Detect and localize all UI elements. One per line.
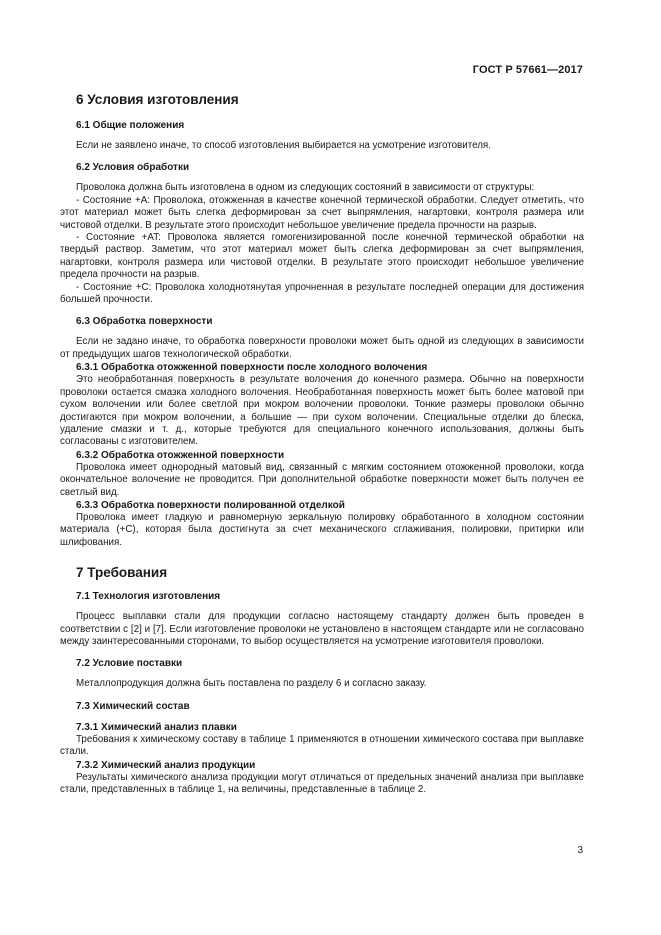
section-6-1-paragraph: Если не заявлено иначе, то способ изготовления выбирается на усмотрение изготовителя. [76, 140, 491, 151]
section-6-title: 6 Условия изготовления [76, 92, 239, 107]
section-7-3-1-paragraph: Требования к химическому составу в таблице 1 применяются в отношении химического состава при выплавке стали. [60, 733, 584, 758]
section-6-3-paragraph: Если не задано иначе, то обработка поверхности проволоки может быть одной из следующих в зависимости от предыдущих шагов технологической обработки. [60, 336, 584, 360]
section-7-3-title: 7.3 Химический состав [76, 700, 190, 712]
section-7-2-title: 7.2 Условие поставки [76, 658, 183, 670]
section-7-1-title: 7.1 Технология изготовления [76, 591, 221, 603]
section-6-3-3-paragraph: Проволока имеет гладкую и равномерную зеркальную полировку обработанного в холодном состоянии материала (+C), которая была достигнута за счет механического сглаживания, полировки, притирки или шлифования. [60, 511, 584, 548]
section-6-3-2-title: 6.3.2 Обработка отожженной поверхности [76, 449, 285, 461]
section-6-2-title: 6.2 Условия обработки [76, 162, 190, 174]
section-6-3-title: 6.3 Обработка поверхности [76, 316, 213, 328]
section-6-2-paragraph: Проволока должна быть изготовлена в одном из следующих состояний в зависимости от структуры: [76, 182, 535, 194]
section-7-3-1-title: 7.3.1 Химический анализ плавки [76, 721, 237, 733]
section-7-3-2-title: 7.3.2 Химический анализ продукции [76, 759, 256, 771]
state-c-paragraph: - Состояние +C: Проволока холоднотянутая упрочненная в результате последней операции для достижения большей прочности. [60, 281, 584, 306]
section-7-2-paragraph: Металлопродукция должна быть поставлена по разделу 6 и согласно заказу. [76, 678, 427, 690]
section-6-3-3-title: 6.3.3 Обработка поверхности полированной отделкой [76, 499, 345, 511]
section-6-3-2-paragraph: Проволока имеет однородный матовый вид, связанный с мягким состоянием отожженной проволоки, когда окончательное волочение не проводится. При дополнительной обработке поверхности может быть получен ее светлый вид. [60, 461, 584, 498]
page-content [60, 90, 584, 796]
section-7-1-paragraph: Процесс выплавки стали для продукции согласно настоящему стандарту должен быть проведен в соответствии с [2] и [7]. Если изготовление проволоки не установлено в настоящем стандарте или не согласовано между заинтересованными сторонами, то выбор осуществляется на усмотрение изготовителя проволоки. [60, 611, 584, 647]
section-7-title: 7 Требования [76, 565, 168, 581]
page-number: 3 [577, 845, 583, 856]
section-7-3-2-paragraph: Результаты химического анализа продукции могут отличаться от предельных значений анализа при выплавке стали, представленных в таблице 1, на величины, представленные в таблице 2. [60, 771, 584, 795]
document-id: ГОСТ Р 57661—2017 [472, 64, 583, 76]
section-6-1-title: 6.1 Общие положения [76, 120, 185, 131]
section-6-3-1-title: 6.3.1 Обработка отожженной поверхности после холодного волочения [76, 362, 428, 374]
state-a-paragraph: - Состояние +A: Проволока, отожженная в качестве конечной термической обработки. Следует отметить, что этот материал может быть слегка деформирован за счет выпрямления, нагартовки, контроля размера или чистовой отделки. В результате этого происходит небольшое увеличение предела прочности на разрыв. [60, 194, 584, 231]
section-6-3-1-paragraph: Это необработанная поверхность в результате волочения до конечного размера. Обычно на поверхности проволоки остается смазка холодного волочения. Необработанная поверхность может быть более матовой при сухом волочении или более светлой при мокром волочении проволоки. Тонкие размеры проволоки обычно достигаются при мокром волочении, а большие — при сухом волочении. Специальные отделки до блеска, удаление смазки и т. д., которые требуются для специального конечного использования, должны быть согласованы с изготовителем. [60, 374, 584, 448]
state-at-paragraph: - Состояние +AT: Проволока является гомогенизированной после конечной термической обработки на твердый раствор. Заметим, что этот материал может быть слегка деформирован за счет выпрямления, нагартовки, контроля размера или чистовой отделки. В результате этого происходит небольшое увеличение предела прочности на разрыв. [60, 232, 584, 281]
